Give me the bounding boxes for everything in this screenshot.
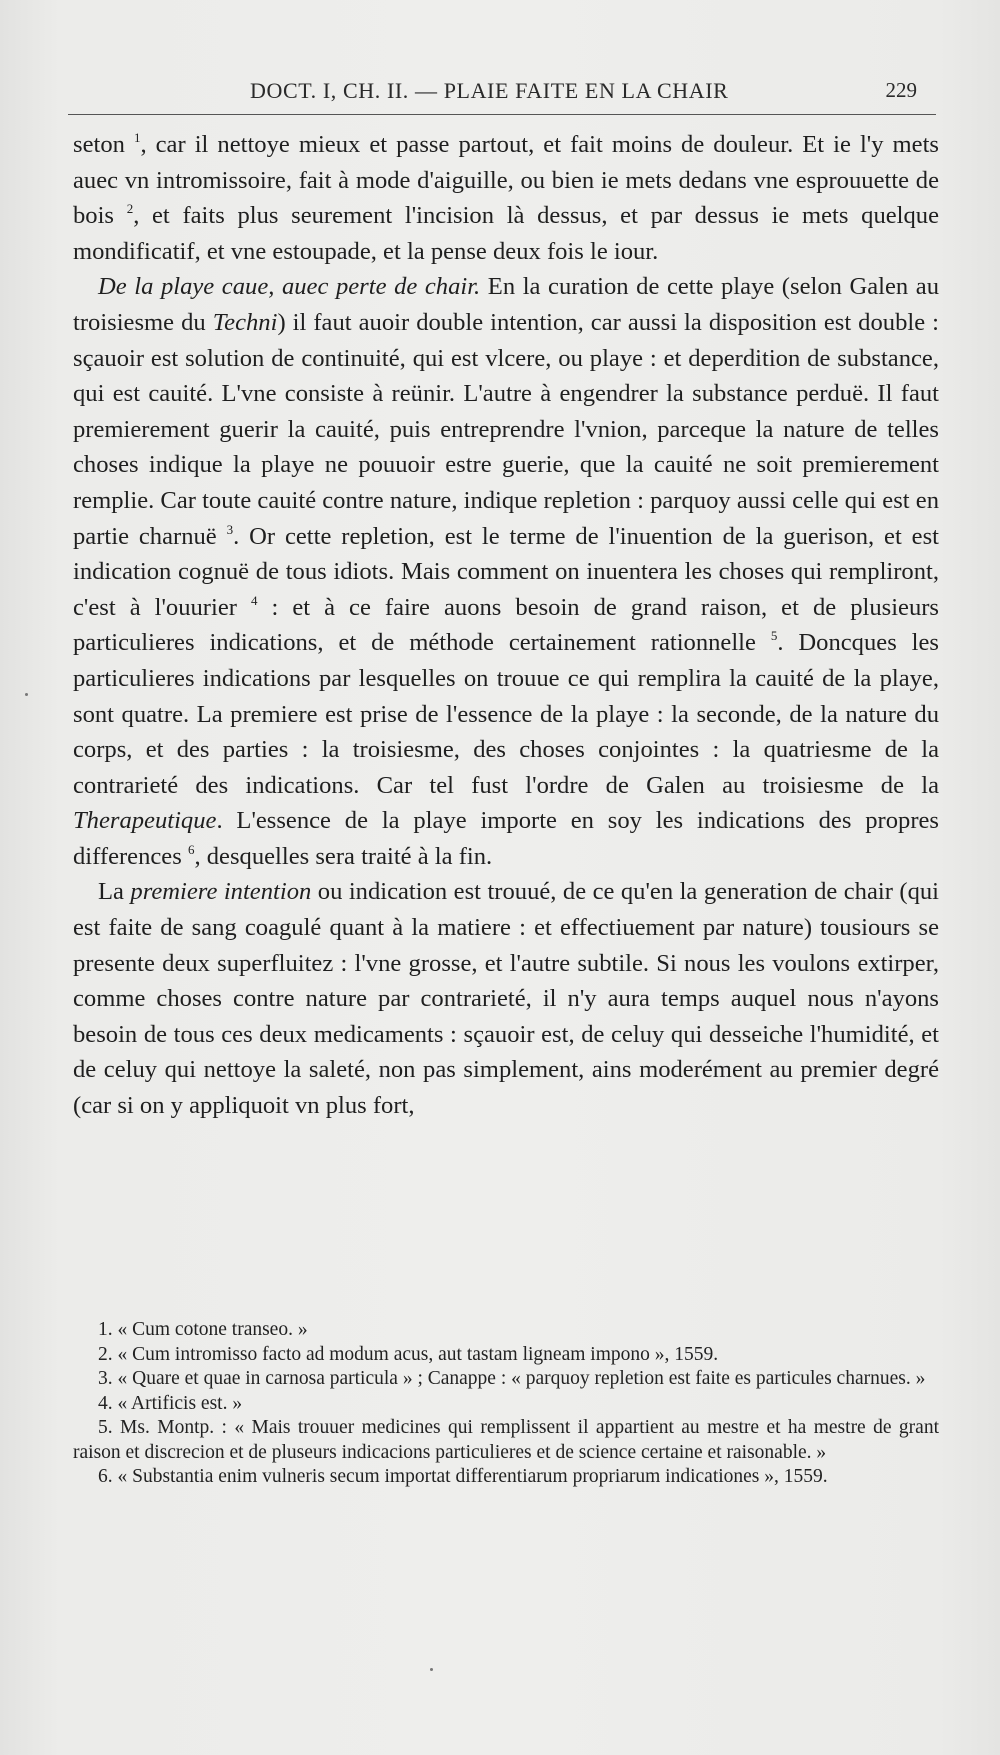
- paragraph-playe-caue: De la playe caue, auec perte de chair. En la curation de cette playe (selon Galen au troisiesme du Techni) il faut auoir double intention, car aussi la disposition est double : sçauoir est solution de continuité, qui est vlcere, ou playe : et deperdition de substance, qui est cauité. L'vne consiste à reünir. L'autre à engendrer la substance perduë. Il faut premierement guerir la cauité, puis entreprendre l'vnion, parceque la nature de telles choses indique la playe ne pouuoir estre guerie, que la cauité ne soit premierement remplie. Car toute cauité contre nature, indique repletion : parquoy aussi celle qui est en partie charnuë $^3$. Or cette repletion, est le terme de l'inuention de la guerison, et est indication cognuë de tous idiots. Mais comment on inuentera les choses qui rempliront, c'est à l'ouurier $^4$ : et à ce faire auons besoin de grand raison, et de plusieurs particulieres indications, et de méthode certainement rationnelle $^5$. Doncques les particulieres indications par lesquelles on trouue ce qui remplira la cauité de la playe, sont quatre. La premiere est prise de l'essence de la playe : la seconde, de la nature du corps, et des parties : la troisiesme, des choses conjointes : la quatriesme de la contrarieté des indications. Car tel fust l'ordre de Galen au troisiesme de la Therapeutique. L'essence de la playe importe en soy les indications des propres differences $^6$, desquelles sera traité à la fin.: [73, 273, 940, 870]
- running-title: DOCT. I, CH. II. — PLAIE FAITE EN LA CHAIR: [250, 78, 729, 103]
- footnote-ref-3: 3: [226, 521, 234, 537]
- footnote-ref-5: 5: [770, 628, 778, 644]
- header-rule: [68, 114, 936, 115]
- footnote-ref-1: 1: [133, 130, 141, 145]
- footnote-4: 4. « Artificis est. »: [98, 1392, 243, 1414]
- page-number: 229: [885, 78, 917, 102]
- footnote-2: 2. « Cum intromisso facto ad modum acus, aut tastam ligneam impono », 1559.: [98, 1343, 719, 1365]
- footnote-5: 5. Ms. Montp. : « Mais trouuer medicines qui remplissent il appartient au mestre et ha mestre de grant raison et discrecion et de pluseurs indicacions particulieres et de science certaine et raisonable. »: [73, 1417, 939, 1463]
- italic-techni: Techni: [212, 308, 278, 336]
- footnote-ref-6: 6: [187, 841, 195, 857]
- running-head: [70, 74, 935, 114]
- section-heading: De la playe caue, auec perte de chair.: [98, 273, 481, 301]
- footnote-3: 3. « Quare et quae in carnosa particula » ; Canappe : « parquoy repletion est faite es particules charnues. »: [98, 1368, 926, 1389]
- paragraph-premiere-intention: La premiere intention ou indication est trouué, de ce qu'en la generation de chair (qui est faite de sang coagulé quant à la matiere : et effectiuement par nature) tousiours se presente deux superfluitez : l'vne grosse, et l'autre subtile. Si nous les voulons extirper, comme choses contre nature par contrarieté, il n'y aura temps auquel nous n'ayons besoin de tous ces deux medicaments : sçauoir est, de celuy qui desseiche l'humidité, et de celuy qui nettoye la saleté, non pas simplement, ains moderément au premier degré (car si on y appliquoit vn plus fort,: [73, 878, 940, 1120]
- footnotes: [73, 1318, 939, 1490]
- paper-speck: [430, 1668, 433, 1671]
- paper-speck: [25, 693, 28, 696]
- main-text: [73, 127, 939, 1124]
- italic-premiere-intention: premiere intention: [130, 878, 312, 906]
- footnote-ref-4: 4: [250, 592, 258, 608]
- footnote-ref-2: 2: [126, 201, 134, 217]
- footnote-1: 1. « Cum cotone transeo. »: [98, 1319, 308, 1340]
- italic-therapeutique: Therapeutique: [73, 807, 217, 835]
- paragraph-seton: seton $^1$, car il nettoye mieux et passe partout, et fait moins de douleur. Et ie l'y mets auec vn intromissoire, fait à mode d'aiguille, ou bien ie mets dedans vne esprouuette de bois $^2$, et faits plus seurement l'incision là dessus, et par dessus ie mets quelque mondificatif, et vne estoupade, et la pense deux fois le iour.: [73, 130, 939, 265]
- footnote-6: 6. « Substantia enim vulneris secum importat differentiarum propriarum indicationes », 1559.: [98, 1466, 828, 1487]
